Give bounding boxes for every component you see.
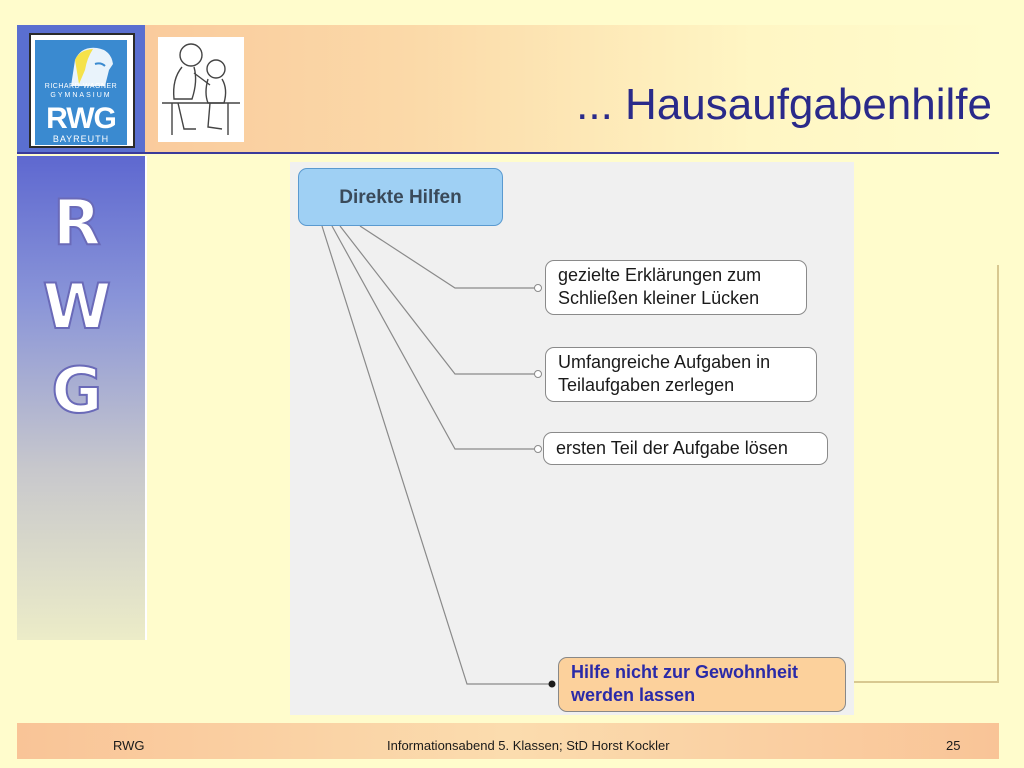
- side-letter-w: W: [42, 270, 112, 343]
- connector-branch-2: [340, 226, 538, 374]
- content-frame: [850, 265, 999, 683]
- title-divider: [17, 152, 999, 154]
- branch-node-2: Umfangreiche Aufgaben in Teilaufgaben zerlegen: [545, 347, 817, 402]
- root-node: Direkte Hilfen: [298, 168, 503, 226]
- logo-line-1: RICHARD-WAGNER: [44, 83, 118, 90]
- connector-node-2: [535, 371, 542, 378]
- page-number: 25: [946, 738, 961, 753]
- connector-node-3: [535, 446, 542, 453]
- side-letter-r: R: [53, 186, 101, 259]
- connector-node-4: [549, 681, 556, 688]
- composer-portrait-icon: [35, 40, 127, 88]
- connector-branch-1: [360, 226, 538, 288]
- branch-node-highlight: Hilfe nicht zur Gewohnheit werden lassen: [558, 657, 846, 712]
- footer-center: Informationsabend 5. Klassen; StD Horst Kockler: [387, 738, 670, 753]
- logo-city: BAYREUTH: [52, 134, 110, 144]
- teacher-student-sketch-image: [158, 37, 244, 142]
- connector-branch-4: [322, 226, 552, 684]
- logo-line-2: GYMNASIUM: [50, 92, 112, 99]
- connector-branch-3: [332, 226, 538, 449]
- branch-node-1: gezielte Erklärungen zum Schließen kleiner Lücken: [545, 260, 807, 315]
- teacher-student-sketch-icon: [158, 37, 244, 142]
- logo-school-name: [37, 82, 125, 100]
- footer-left: RWG: [113, 738, 145, 753]
- slide-title: ... Hausaufgabenhilfe: [576, 80, 992, 129]
- mind-map-diagram: [290, 162, 854, 715]
- branch-node-3: ersten Teil der Aufgabe lösen: [543, 432, 828, 465]
- logo-abbreviation: RWG: [46, 102, 116, 135]
- connector-node-1: [535, 285, 542, 292]
- side-letter-g: G: [51, 354, 103, 427]
